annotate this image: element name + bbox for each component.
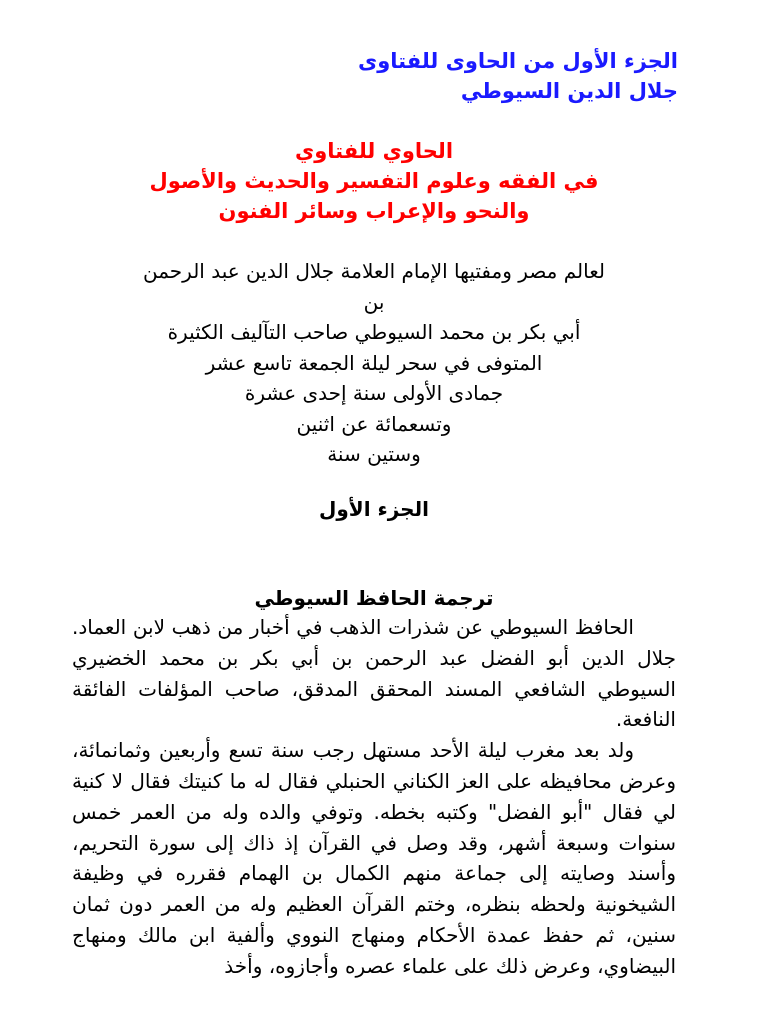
part-heading: الجزء الأول: [319, 497, 429, 521]
biography-body: [72, 612, 676, 982]
header-title-line-1: الجزء الأول من الحاوى للفتاوى: [357, 49, 678, 73]
author-block: [60, 256, 688, 470]
author-line-4: المتوفى في سحر ليلة الجمعة تاسع عشر: [205, 350, 543, 375]
book-title-line-3: والنحو والإعراب وسائر الفنون: [218, 199, 530, 223]
author-line-1: لعالم مصر ومفتيها الإمام العلامة جلال الدين عبد الرحمن: [143, 259, 605, 283]
book-title-line-2: في الفقه وعلوم التفسير والحديث والأصول: [149, 169, 599, 193]
author-line-7: وستين سنة: [327, 442, 421, 466]
document-header: [78, 46, 678, 106]
biography-heading: ترجمة الحافظ السيوطي: [254, 586, 494, 610]
author-line-3: أبي بكر بن محمد السيوطي صاحب التآليف الكثيرة: [167, 320, 581, 344]
author-line-5: جمادى الأولى سنة إحدى عشرة: [244, 381, 504, 405]
author-line-6: وتسعمائة عن اثنين: [296, 411, 452, 436]
biography-paragraph-1: الحافظ السيوطي عن شذرات الذهب في أخبار من ذهب لابن العماد. جلال الدين أبو الفضل عبد الرحمن بن أبي بكر بن محمد الخضيري السيوطي الشافعي المسند المحقق المدقق، صاحب المؤلفات الفائقة النافعة.: [72, 615, 676, 732]
book-title-line-1: الحاوي للفتاوي: [294, 139, 454, 163]
book-title-block: [70, 136, 678, 226]
author-line-2: بن: [363, 289, 385, 314]
header-title-line-2: جلال الدين السيوطي: [460, 79, 678, 103]
biography-paragraph-2: ولد بعد مغرب ليلة الأحد مستهل رجب سنة تسع وأربعين وثمانمائة، وعرض محافيظه على العز الكناني الحنبلي فقال له ما كنيتك فقال لا كنية لي فقال "أبو الفضل" وكتبه بخطه. وتوفي والده وله من العمر خمس سنوات وسبعة أشهر، وقد وصل في القرآن إذ ذاك إلى سورة التحريم، وأسند وصايته إلى جماعة منهم الكمال بن الهمام فقرره في وظيفة الشيخونية ولحظه بنظره، وختم القرآن العظيم وله من العمر دون ثمان سنين، ثم حفظ عمدة الأحكام ومنهاج النووي وألفية ابن مالك ومنهاج البيضاوي، وعرض ذلك على علماء عصره وأجازوه، وأخذ: [72, 738, 676, 978]
